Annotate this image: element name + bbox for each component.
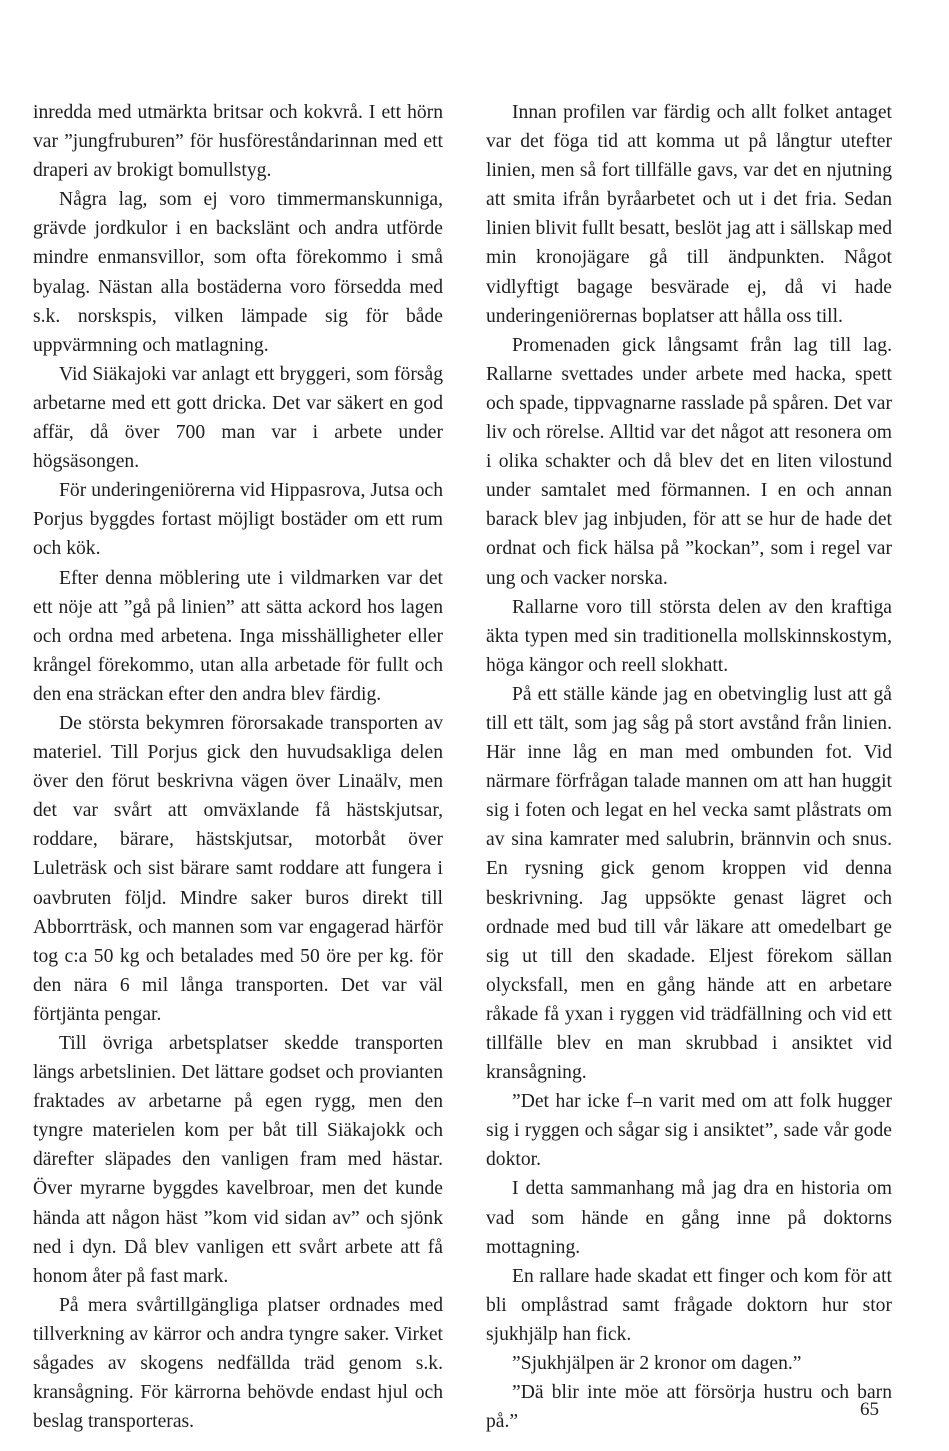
- paragraph: Promenaden gick långsamt från lag till lag. Rallarne svettades under arbete med hacka, spett och spade, tippvagnarne rasslade på spåren. Det var liv och rörelse. Alltid var det något att resonera om i olika schakter och då blev det en liten vilostund under samtalet med förmannen. I en och annan barack blev jag inbjuden, för att se hur de hade det ordnat och fick hälsa på ”kockan”, som i regel var ung och vacker norska.: [486, 334, 892, 589]
- paragraph: ”Dä blir inte möe att försörja hustru och barn på.”: [486, 1382, 892, 1433]
- page-number: 65: [860, 1399, 879, 1420]
- right-text-column: [486, 98, 892, 1436]
- paragraph: På ett ställe kände jag en obetvinglig lust att gå till ett tält, som jag såg på stort avstånd från linien. Här inne låg en man med ombunden fot. Vid närmare förfrågan talade mannen om att han huggit sig i foten och legat en hel vecka samt plåstrats om av sina kamrater med salubrin, brännvin och snus. En rysning gick genom kroppen vid denna beskrivning. Jag uppsökte genast lägret och ordnade med bud till vår läkare att omedelbart ge sig ut till den skadade. Eljest förekom sällan olycksfall, men en gång hände att en arbetare råkade få yxan i ryggen vid trädfällning och vid ett tillfälle blev en man skrubbad i ansiktet vid kransågning.: [486, 683, 892, 1084]
- paragraph: De största bekymren förorsakade transporten av materiel. Till Porjus gick den huvudsakliga delen över den förut beskrivna vägen över Linaälv, men det var svårt att omväxlande få hästskjutsar, roddare, bärare, hästskjutsar, motorbåt över Luleträsk och sist bärare samt roddare att fungera i oavbruten följd. Mindre saker buros direkt till Abborrträsk, och mannen som var engagerad härför tog c:a 50 kg och betalades med 50 öre per kg. för den nära 6 mil långa transporten. Det var väl förtjänta pengar.: [33, 712, 443, 1025]
- paragraph: På mera svårtillgängliga platser ordnades med tillverkning av kärror och andra tyngre saker. Virket sågades av skogens nedfällda träd genom s.k. kransågning. För kärrorna behövde endast hjul och beslag transporteras.: [33, 1294, 443, 1433]
- paragraph: Några lag, som ej voro timmermanskunniga, grävde jordkulor i en backslänt och andra utförde mindre enmansvillor, som ofta förekommo i små byalag. Nästan alla bostäderna voro försedda med s.k. norskspis, vilken lämpade sig för både uppvärmning och matlagning.: [33, 189, 443, 356]
- paragraph: Vid Siäkajoki var anlagt ett bryggeri, som försåg arbetarne med ett gott dricka. Det var säkert en god affär, då över 700 man var i arbete under högsäsongen.: [33, 363, 443, 473]
- paragraph: Till övriga arbetsplatser skedde transporten längs arbetslinien. Det lättare godset och provianten fraktades av arbetarne på egen rygg, men den tyngre materielen kom per båt till Siäkajokk och därefter släpades den vanligen fram med hästar. Över myrarne byggdes kavelbroar, men det kunde hända att någon häst ”kom vid sidan av” och sjönk ned i dyn. Då blev vanligen ett svårt arbete att få honom åter på fast mark.: [33, 1033, 443, 1287]
- paragraph: ”Sjukhjälpen är 2 kronor om dagen.”: [512, 1353, 802, 1375]
- paragraph: inredda med utmärkta britsar och kokvrå. I ett hörn var ”jungfruburen” för husföreståndarinnan med ett draperi av brokigt bomullstyg.: [33, 102, 443, 182]
- paragraph: Rallarne voro till största delen av den kraftiga äkta typen med sin traditionella mollskinnskostym, höga kängor och reell slokhatt.: [486, 596, 892, 676]
- paragraph: I detta sammanhang må jag dra en historia om vad som hände en gång inne på doktorns mottagning.: [486, 1178, 892, 1258]
- paragraph: ”Det har icke f–n varit med om att folk hugger sig i ryggen och sågar sig i ansiktet”, sade vår gode doktor.: [486, 1091, 892, 1171]
- paragraph: För underingeniörerna vid Hippasrova, Jutsa och Porjus byggdes fortast möjligt bostäder om ett rum och kök.: [33, 480, 443, 560]
- left-text-column: [33, 98, 443, 1436]
- paragraph: Efter denna möblering ute i vildmarken var det ett nöje att ”gå på linien” att sätta ackord hos lagen och ordna med arbetena. Inga misshälligheter eller krångel förekommo, utan alla arbetade för fullt och den ena sträckan efter den andra blev färdig.: [33, 567, 443, 705]
- paragraph: Innan profilen var färdig och allt folket antaget var det föga tid att komma ut på långtur utefter linien, men så fort tillfälle gavs, var det en njutning att smita ifrån byråarbetet och ut i det fria. Sedan linien blivit fullt besatt, beslöt jag att i sällskap med min kronojägare gå till ändpunkten. Något vidlyftigt bagage besvärade ej, då vi hade underingeniörernas boplatser att hålla oss till.: [486, 102, 892, 327]
- paragraph: En rallare hade skadat ett finger och kom för att bli omplåstrad samt frågade doktorn hur stor sjukhjälp han fick.: [486, 1265, 892, 1345]
